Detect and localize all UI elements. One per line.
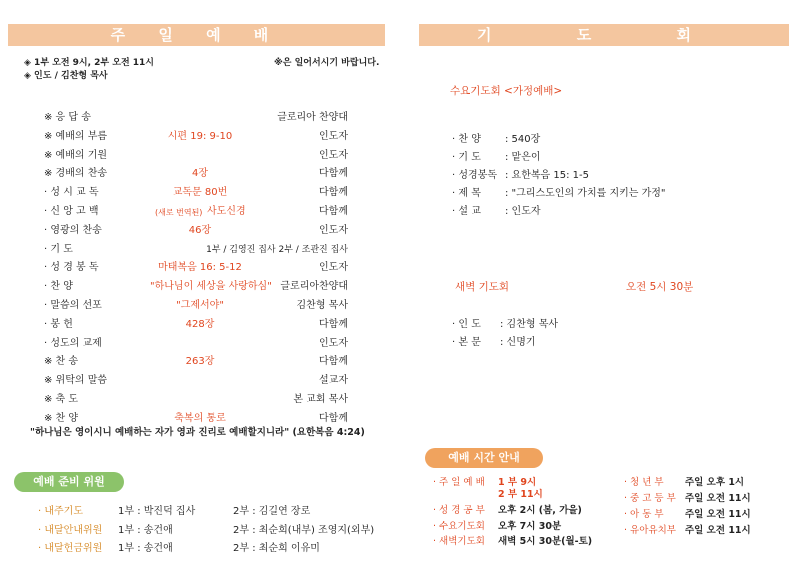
schedule-value: 주일 오후 1시 [685,477,745,488]
order-responsible: 다함께 [319,206,348,217]
order-item: 사도신경 [207,206,246,217]
order-item: "그제서야" [176,300,224,311]
wed-label: · 기 도 [452,152,481,163]
wed-value: : "그리스도인의 가치를 지키는 가정" [505,188,666,199]
schedule-value: 오후 2시 (봄, 가을) [498,505,582,516]
order-item: 시편 19: 9-10 [167,130,233,142]
order-responsible: 김찬형 목사 [296,300,348,311]
order-item: 축복의 통로 [174,412,226,424]
service-times: ◈ 1부 오전 9시, 2부 오전 11시 [24,58,155,68]
schedule-label: · 새벽기도회 [433,536,485,547]
schedule-label: · 청 년 부 [624,477,664,488]
order-item: 263장 [185,356,215,368]
schedule-value: 오후 7시 30분 [498,521,562,532]
order-responsible: 글로리아찬양대 [280,281,348,293]
order-label: ※ 예배의 기원 [44,149,108,161]
order-item: 마태복음 16: 5-12 [158,262,242,274]
schedule-value: 1 부 9시 [498,477,537,488]
service-leader: ◈ 인도 / 김찬형 목사 [24,71,108,81]
schedule-value: 새벽 5시 30분(월-토) [498,536,593,547]
order-responsible: 인도자 [319,262,348,274]
order-responsible: 본 교회 목사 [293,394,348,405]
dawn-label: · 본 문 [452,337,481,348]
schedule-label: · 성 경 공 부 [433,505,485,516]
dawn-time: 오전 5시 30분 [626,281,694,293]
order-responsible: 1부 / 김영진 집사 2부 / 조관진 집사 [206,244,348,255]
wed-label: · 제 목 [452,188,481,199]
order-label: ※ 경배의 찬송 [44,168,108,180]
left-title: 주 일 예 배 [110,26,283,44]
right-title: 기 도 회 [477,26,731,44]
order-responsible: 설교자 [319,375,348,387]
wed-label: · 성경봉독 [452,170,497,181]
wed-value: : 맡은이 [505,152,541,163]
order-label: · 말씀의 선포 [44,300,102,311]
left-title-banner [8,24,385,46]
dawn-value: : 김찬형 목사 [500,319,559,330]
order-note: (새로 번역된) [155,208,203,217]
wed-value: : 요한복음 15: 1-5 [505,170,589,181]
committee-first: 1부 : 송건애 [118,524,173,536]
wed-value: : 인도자 [505,206,541,217]
committee-role: · 내달헌금위원 [38,543,103,554]
order-label: · 봉 헌 [44,318,73,330]
standing-note: ※은 일어서시기 바랍니다. [274,58,380,68]
committee-second: 2부 : 김길연 장로 [233,506,311,517]
committee-second: 2부 : 최순희(내부) 조영지(외부) [233,524,375,536]
schedule-value: 2 부 11시 [498,489,543,500]
order-responsible: 인도자 [319,224,348,236]
schedule-value: 주일 오전 11시 [685,509,751,520]
committee-role: · 내달안내위원 [38,524,103,536]
order-responsible: 다함께 [319,168,348,180]
committee-second: 2부 : 최순희 이유미 [233,543,320,554]
schedule-label: · 주 일 예 배 [433,477,485,488]
order-responsible: 인도자 [319,149,348,161]
order-label: ※ 응 답 송 [44,112,91,123]
order-label: · 기 도 [44,243,73,255]
schedule-value: 주일 오전 11시 [685,493,751,504]
order-item: 46장 [188,224,212,236]
order-responsible: 인도자 [319,337,348,349]
order-responsible: 다함께 [319,356,348,368]
wed-label: · 설 교 [452,206,481,217]
verse: "하나님은 영이시니 예배하는 자가 영과 진리로 예배할지니라" (요한복음 4:24) [30,427,365,438]
order-responsible: 다함께 [319,187,348,199]
order-label: · 영광의 찬송 [44,224,102,236]
right-title-banner [419,24,789,46]
wed-value: : 540장 [505,134,541,145]
order-item: 428장 [185,318,215,330]
schedule-label: · 유아유치부 [624,525,676,536]
order-label: · 성 경 봉 독 [44,262,99,274]
committee-title: 예배 준비 위원 [14,472,124,492]
order-responsible: 다함께 [319,318,348,330]
schedule-label: · 중 고 등 부 [624,493,676,504]
dawn-value: : 신명기 [500,337,536,348]
order-item: 교독문 80번 [172,187,228,199]
committee-first: 1부 : 박진덕 집사 [118,506,196,517]
order-label: ※ 축 도 [44,394,79,405]
order-responsible: 글로리아 찬양대 [277,112,348,123]
wed-label: · 찬 양 [452,134,481,145]
schedule-value: 주일 오전 11시 [685,525,751,536]
dawn-label: · 인 도 [452,319,481,330]
order-label: · 신 앙 고 백 [44,206,99,217]
order-item: 4장 [191,168,209,180]
order-label: ※ 예배의 부름 [44,130,108,142]
order-label: ※ 위탁의 말씀 [44,375,108,387]
order-label: ※ 찬 양 [44,412,79,424]
committee-first: 1부 : 송건애 [118,543,173,554]
schedule-title: 예배 시간 안내 [425,448,543,468]
order-label: ※ 찬 송 [44,356,79,368]
schedule-label: · 수요기도회 [433,521,485,532]
dawn-title: 새벽 기도회 [455,281,510,293]
order-responsible: 다함께 [319,412,348,424]
schedule-label: · 아 동 부 [624,509,664,520]
order-label: · 성도의 교제 [44,337,102,349]
order-responsible: 인도자 [319,130,348,142]
wednesday-title: 수요기도회 <가정예배> [450,85,563,97]
committee-role: · 내주기도 [38,506,83,517]
order-item: "하나님이 세상을 사랑하심" [150,281,272,293]
order-label: · 찬 양 [44,281,73,293]
order-label: · 성 시 교 독 [44,187,99,199]
